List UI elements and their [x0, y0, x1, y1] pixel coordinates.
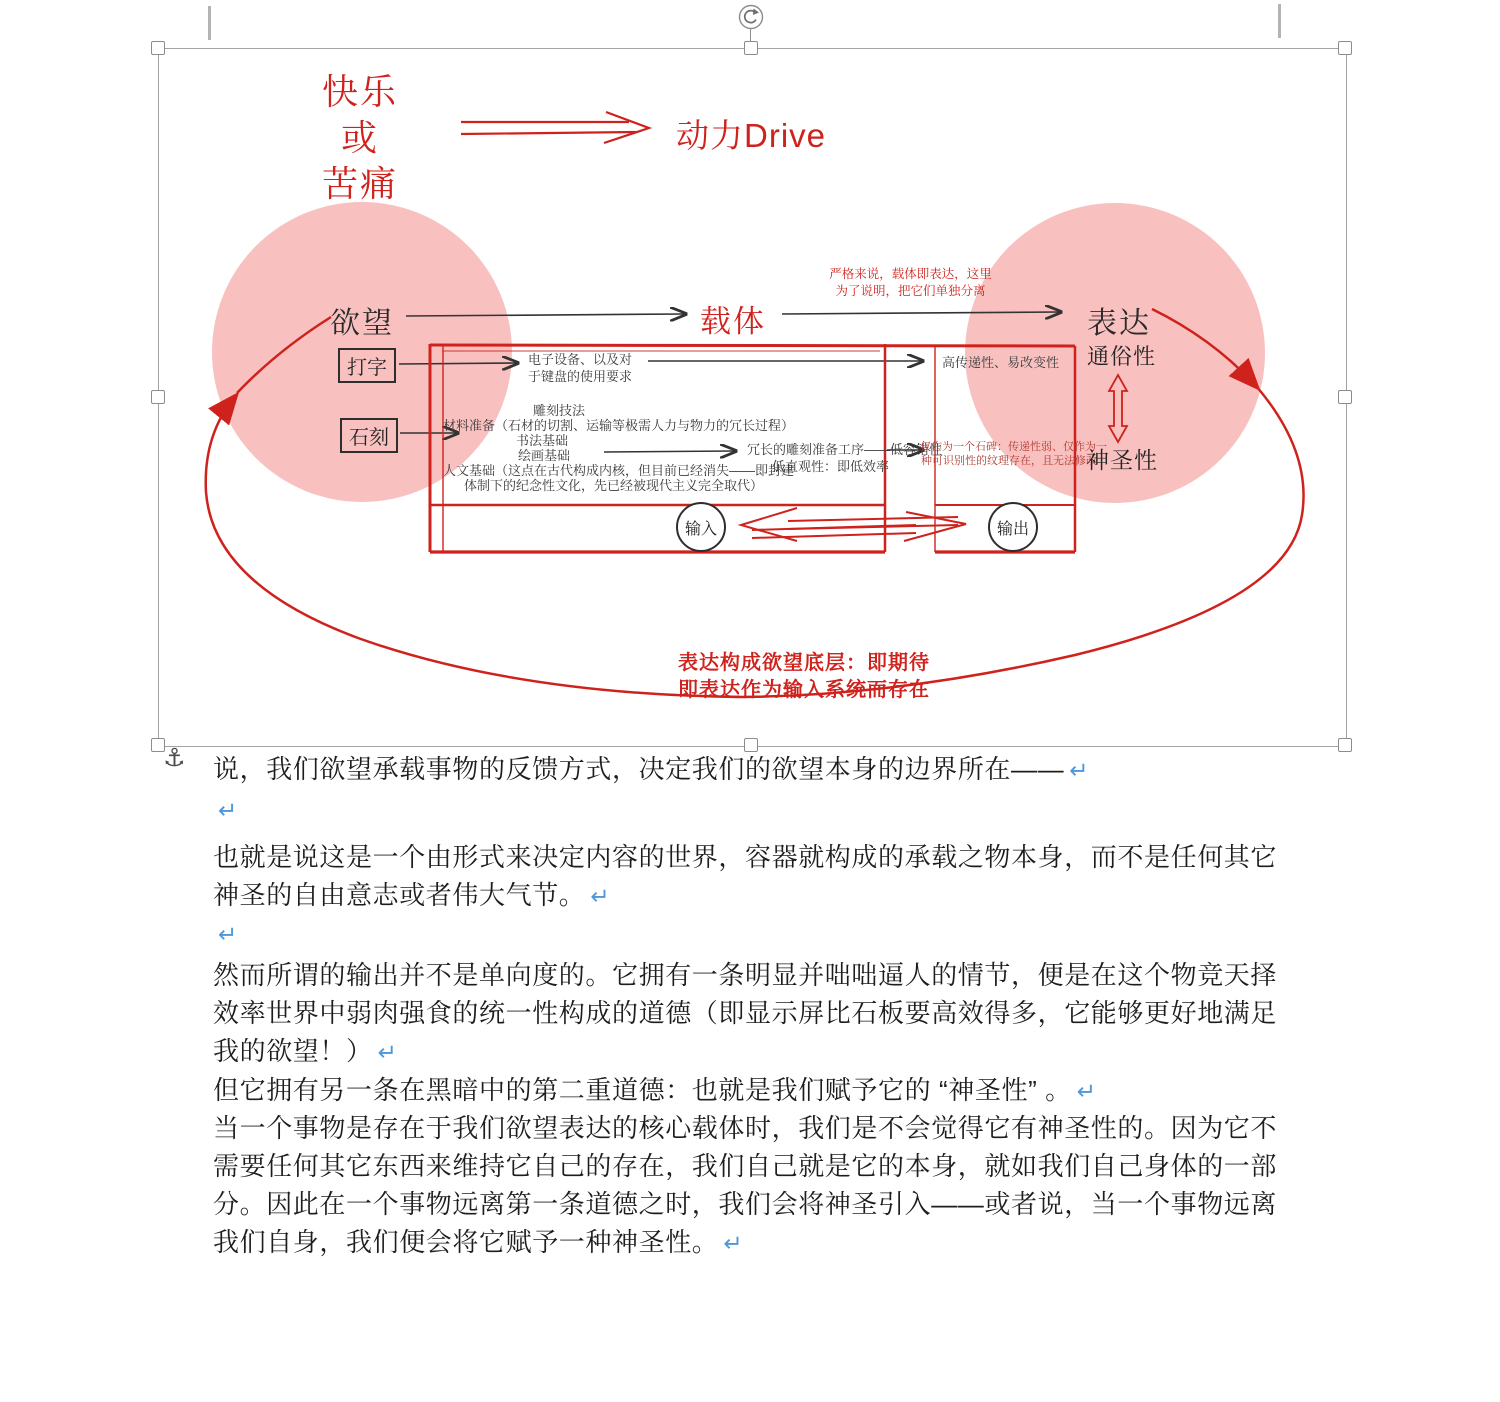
- stone-desc-line: 人文基础（这点在古代构成内核，但目前已经消失——即封建: [443, 463, 795, 478]
- expression-node: 表达: [1087, 307, 1151, 340]
- pain-label: 苦痛: [321, 163, 398, 204]
- resize-handle-top-right[interactable]: [1338, 41, 1352, 55]
- stone-desc-line: 绘画基础: [518, 448, 571, 463]
- doc-line: [213, 840, 1393, 875]
- paragraph-mark: ↵: [377, 1039, 398, 1065]
- doc-line-text: 神圣的自由意志或者伟大气节。: [213, 880, 586, 910]
- doc-line: [213, 878, 1393, 913]
- pleasure-label: 快乐: [321, 71, 398, 112]
- typing-desc-line1: 电子设备、以及对: [528, 352, 633, 367]
- doc-line: [213, 1149, 1393, 1184]
- resize-handle-bottom-right[interactable]: [1338, 738, 1352, 752]
- rotate-handle[interactable]: [738, 4, 764, 30]
- doc-line: [213, 1073, 1393, 1108]
- doc-line: [213, 752, 1393, 787]
- doc-line: [213, 996, 1393, 1031]
- anchor-icon[interactable]: ⚓: [163, 744, 186, 772]
- stone-box: 石刻: [340, 418, 398, 453]
- sacredness-label: 神圣性: [1086, 447, 1158, 473]
- carrier-note-line1: 严格来说，载体即表达，这里: [829, 267, 992, 281]
- doc-line-text: 也就是说这是一个由形式来决定内容的世界，容器就构成的承载之物本身，而不是任何其它: [213, 842, 1278, 872]
- stone-process-line1: 冗长的雕刻准备工序——低容错性: [747, 442, 943, 457]
- doc-line-text: 我们自身，我们便会将它赋予一种神圣性。: [213, 1227, 719, 1257]
- doc-line-text: 但它拥有另一条在黑暗中的第二重道德：也就是我们赋予它的 “神圣性” 。: [213, 1075, 1072, 1105]
- carrier-note-line2: 为了说明，把它们单独分离: [835, 284, 986, 298]
- selection-frame[interactable]: [158, 48, 1347, 747]
- doc-line: [213, 958, 1393, 993]
- resize-handle-top-middle[interactable]: [744, 41, 758, 55]
- desire-node: 欲望: [330, 307, 394, 340]
- typing-result: 高传递性、易改变性: [942, 355, 1060, 370]
- stone-process-line2: 低直观性：即低效率: [772, 459, 890, 474]
- doc-line-text: 需要任何其它东西来维持它自己的存在，我们自己就是它的本身，就如我们自己身体的一部: [213, 1151, 1278, 1181]
- output-node: 输出: [988, 502, 1038, 552]
- paragraph-mark: ↵: [218, 921, 238, 947]
- typing-box: 打字: [338, 348, 396, 383]
- doc-line: [213, 916, 1393, 951]
- margin-tick-right: [1278, 4, 1281, 38]
- paragraph-mark: ↵: [590, 883, 611, 909]
- doc-line: [213, 1111, 1393, 1146]
- doc-line: [213, 1225, 1393, 1260]
- doc-line-text: 说，我们欲望承载事物的反馈方式，决定我们的欲望本身的边界所在——: [213, 754, 1065, 784]
- paragraph-mark: ↵: [1076, 1078, 1097, 1104]
- doc-line: [213, 1187, 1393, 1222]
- loop-note-line2: 即表达作为输入系统而存在: [678, 679, 930, 701]
- rotate-icon: [738, 4, 764, 30]
- carrier-node: 载体: [700, 304, 766, 339]
- or-label: 或: [340, 117, 379, 158]
- loop-note-line1: 表达构成欲望底层：即期待: [678, 652, 930, 674]
- resize-handle-left-middle[interactable]: [151, 390, 165, 404]
- resize-handle-right-middle[interactable]: [1338, 390, 1352, 404]
- stone-result-line2: 种可识别性的纹理存在，且无法修改: [921, 455, 1097, 467]
- popularity-label: 通俗性: [1087, 344, 1157, 369]
- doc-line-text: 然而所谓的输出并不是单向度的。它拥有一条明显并咄咄逼人的情节，便是在这个物竞天择: [213, 960, 1278, 990]
- resize-handle-bottom-middle[interactable]: [744, 738, 758, 752]
- drive-label: 动力Drive: [676, 117, 827, 154]
- margin-tick-left: [208, 6, 211, 40]
- paragraph-mark: ↵: [1069, 757, 1090, 783]
- doc-line-text: 当一个事物是存在于我们欲望表达的核心载体时，我们是不会觉得它有神圣性的。因为它不: [213, 1113, 1278, 1143]
- doc-line-text: 效率世界中弱肉强食的统一性构成的道德（即显示屏比石板要高效得多，它能够更好地满足: [213, 998, 1278, 1028]
- input-node: 输入: [676, 502, 726, 552]
- stone-result-line1: 仅作为一个石碑：传递性弱、仅作为一: [920, 441, 1107, 453]
- stone-desc-line: 书法基础: [516, 433, 569, 448]
- paragraph-mark: ↵: [218, 797, 238, 823]
- typing-desc-line2: 于键盘的使用要求: [528, 369, 633, 384]
- doc-line: [213, 792, 1393, 827]
- stone-desc-line: 材料准备（石材的切割、运输等极需人力与物力的冗长过程）: [443, 418, 795, 433]
- doc-line-text: 分。因此在一个事物远离第一条道德之时，我们会将神圣引入——或者说，当一个事物远离: [213, 1189, 1278, 1219]
- paragraph-mark: ↵: [723, 1230, 744, 1256]
- doc-line-text: 我的欲望！）: [213, 1036, 373, 1066]
- stone-desc-line: 体制下的纪念性文化，先已经被现代主义完全取代）: [464, 478, 764, 493]
- resize-handle-top-left[interactable]: [151, 41, 165, 55]
- stone-desc-line: 雕刻技法: [533, 403, 586, 418]
- doc-line: [213, 1034, 1393, 1069]
